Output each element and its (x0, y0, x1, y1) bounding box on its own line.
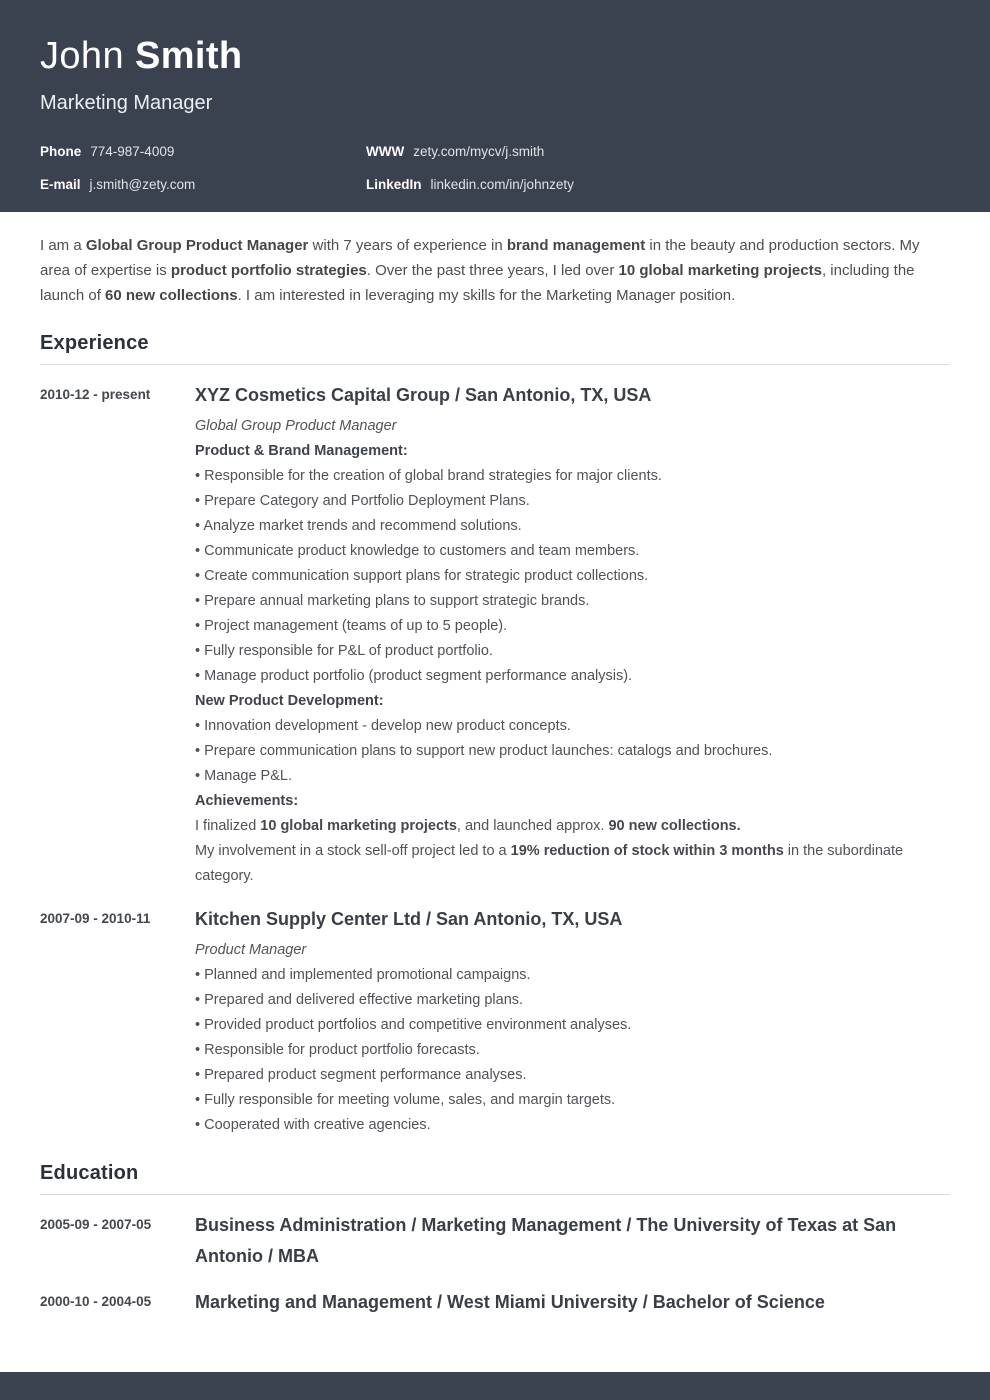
bullet-item: • Planned and implemented promotional campaigns. (195, 963, 950, 988)
bold-text: brand management (506, 237, 646, 254)
bold-text: 19% reduction of stock within 3 months (510, 843, 784, 859)
experience-entry (40, 380, 950, 889)
role-text: Global Group Product Manager (195, 418, 397, 434)
entry-title: Marketing and Management / West Miami University / Bachelor of Science (195, 1292, 825, 1312)
bullet-item: • Cooperated with creative agencies. (195, 1113, 950, 1138)
entry-title: XYZ Cosmetics Capital Group / San Antonio, TX, USA (195, 385, 652, 405)
experience-entries (40, 380, 950, 1138)
paragraph-text (195, 814, 950, 839)
experience-section (40, 332, 950, 1138)
contact-item (366, 175, 950, 195)
entry-date: 2005-09 - 2007-05 (40, 1217, 152, 1232)
text: in the beauty and production sectors. My area of expertise is (40, 237, 920, 279)
resume-body (0, 233, 990, 1318)
subheading-text: New Product Development: (195, 693, 384, 709)
contact-item (366, 142, 950, 162)
last-name: Smith (134, 35, 243, 77)
entry-content (195, 1210, 950, 1272)
bold-text: Global Group Product Manager (85, 237, 309, 254)
entry-date: 2007-09 - 2010-11 (40, 911, 151, 926)
bullet-item: • Responsible for the creation of global brand strategies for major clients. (195, 464, 950, 489)
footer-bar (0, 1372, 990, 1400)
contact-grid (40, 142, 950, 195)
contact-label: E-mail (40, 177, 81, 192)
education-section (40, 1162, 950, 1318)
entry-content (195, 1287, 950, 1318)
contact-value: zety.com/mycv/j.smith (413, 144, 545, 159)
summary-paragraph (40, 233, 950, 308)
entry-title: Kitchen Supply Center Ltd / San Antonio, TX, USA (195, 909, 623, 929)
bold-text: 90 new collections. (608, 818, 741, 834)
contact-label: WWW (366, 144, 405, 159)
contact-value: 774-987-4009 (90, 144, 175, 159)
bullet-item: • Manage P&L. (195, 764, 950, 789)
bullet-item: • Prepare Category and Portfolio Deployment Plans. (195, 489, 950, 514)
text: , and launched approx. (456, 818, 609, 834)
first-name: John (40, 35, 125, 77)
contact-label: Phone (40, 144, 82, 159)
entry-content (195, 904, 950, 1138)
contact-item (40, 142, 366, 162)
job-title: Marketing Manager (40, 92, 213, 114)
bullet-item: • Prepared product segment performance analyses. (195, 1063, 950, 1088)
education-entry (40, 1210, 950, 1272)
education-entries (40, 1210, 950, 1318)
bullet-item: • Project management (teams of up to 5 people). (195, 614, 950, 639)
subheading-text: Product & Brand Management: (195, 443, 408, 459)
text: . I am interested in leveraging my skills for the Marketing Manager position. (237, 287, 736, 304)
bullet-item: • Communicate product knowledge to customers and team members. (195, 539, 950, 564)
experience-heading: Experience (40, 332, 950, 365)
education-entry (40, 1287, 950, 1318)
bullet-item: • Innovation development - develop new product concepts. (195, 714, 950, 739)
text: . Over the past three years, I led over (366, 262, 619, 279)
bullet-item: • Fully responsible for meeting volume, sales, and margin targets. (195, 1088, 950, 1113)
contact-value: linkedin.com/in/johnzety (430, 177, 574, 192)
bullet-item: • Prepared and delivered effective marketing plans. (195, 988, 950, 1013)
bullet-item: • Analyze market trends and recommend solutions. (195, 514, 950, 539)
text: My involvement in a stock sell-off project led to a (195, 843, 511, 859)
resume-header (0, 0, 990, 212)
contact-item (40, 175, 366, 195)
role-text: Product Manager (195, 942, 307, 958)
bullet-item: • Create communication support plans for strategic product collections. (195, 564, 950, 589)
contact-label: LinkedIn (366, 177, 422, 192)
text: , including the launch of (40, 262, 915, 304)
bold-text: 10 global marketing projects (618, 262, 822, 279)
candidate-name (40, 34, 950, 78)
bullet-item: • Responsible for product portfolio forecasts. (195, 1038, 950, 1063)
contact-value: j.smith@zety.com (89, 177, 196, 192)
text: with 7 years of experience in (308, 237, 507, 254)
bullet-item: • Prepare communication plans to support new product launches: catalogs and brochures. (195, 739, 950, 764)
bold-text: product portfolio strategies (170, 262, 367, 279)
bold-text: 60 new collections (105, 287, 238, 304)
bold-text: 10 global marketing projects (260, 818, 457, 834)
text: I finalized (195, 818, 261, 834)
text: I am a (40, 237, 86, 254)
subheading-text: Achievements: (195, 793, 299, 809)
bullet-item: • Manage product portfolio (product segment performance analysis). (195, 664, 950, 689)
entry-date: 2010-12 - present (40, 387, 151, 402)
education-heading: Education (40, 1162, 950, 1195)
entry-title: Business Administration / Marketing Management / The University of Texas at San Antonio / MBA (195, 1215, 897, 1266)
bullet-item: • Fully responsible for P&L of product portfolio. (195, 639, 950, 664)
entry-date: 2000-10 - 2004-05 (40, 1294, 152, 1309)
text: in the subordinate category. (195, 843, 904, 884)
entry-content (195, 380, 950, 889)
paragraph-text (195, 839, 950, 889)
bullet-item: • Provided product portfolios and competitive environment analyses. (195, 1013, 950, 1038)
experience-entry (40, 904, 950, 1138)
bullet-item: • Prepare annual marketing plans to support strategic brands. (195, 589, 950, 614)
